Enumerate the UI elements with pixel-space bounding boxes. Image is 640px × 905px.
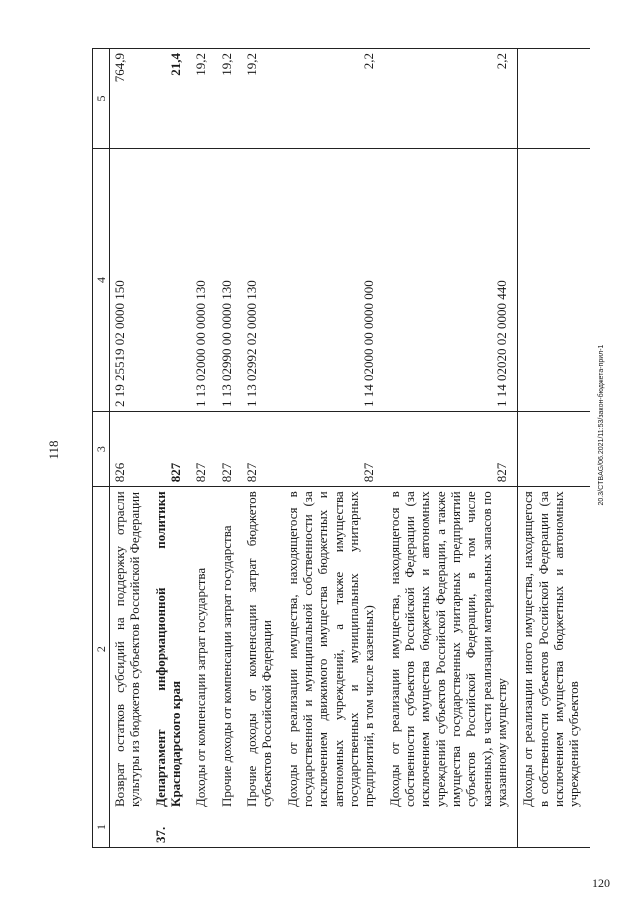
row-admin-code: 827: [283, 412, 385, 487]
row-amount: 19,2: [217, 49, 242, 149]
row-budget-code: 2 19 25519 02 0000 150: [110, 149, 151, 412]
table-row: [191, 49, 216, 848]
row-admin-code: 827: [217, 412, 242, 487]
row-name: Доходы от реализации иного имущества, находящегося в собственности субъектов Российской Федерации (за исключением имущества бюджетных и автономных учреждений субъектов: [518, 487, 590, 811]
row-admin-code: 827: [191, 412, 216, 487]
row-amount: 21,4: [151, 49, 192, 149]
table-row: [110, 49, 151, 848]
row-budget-code: 1 13 02990 00 0000 130: [217, 149, 242, 412]
table-row: [242, 49, 283, 848]
row-admin-code: 827: [151, 412, 192, 487]
row-name: Доходы от компенсации затрат государства: [191, 487, 216, 811]
row-budget-code: 1 14 02000 00 0000 000: [283, 149, 385, 412]
row-amount: 2,2: [385, 49, 518, 149]
table-row: [385, 49, 518, 848]
row-name: Прочие доходы от компенсации затрат бюджетов субъектов Российской Федерации: [242, 487, 283, 811]
row-number: [191, 811, 216, 848]
header-col-5: 5: [93, 49, 110, 149]
row-number: 37.: [151, 811, 192, 848]
revenue-table: [92, 48, 590, 848]
page-number-top: 118: [46, 440, 61, 460]
row-number: [110, 811, 151, 848]
table-row: [283, 49, 385, 848]
row-number: [283, 811, 385, 848]
row-number: [518, 811, 590, 848]
table-row: [151, 49, 192, 848]
row-name: Доходы от реализации имущества, находящегося в государственной и муниципальной собственности (за исключением движимого имущества бюджетных и автономных учреждений, а также имущества государственных и муниципальных унитарных предприятий, в том числе казенных): [283, 487, 385, 811]
row-name: Департамент информационной политики Краснодарского края: [151, 487, 192, 811]
row-amount: 764,9: [110, 49, 151, 149]
table-row: [217, 49, 242, 848]
table-row: [518, 49, 590, 848]
row-budget-code: [151, 149, 192, 412]
row-budget-code: 1 14 02020 02 0000 440: [385, 149, 518, 412]
row-number: [385, 811, 518, 848]
header-col-1: 1: [93, 811, 110, 848]
row-amount: 2,2: [283, 49, 385, 149]
row-amount: 19,2: [191, 49, 216, 149]
row-name: Прочие доходы от компенсации затрат государства: [217, 487, 242, 811]
header-col-3: 3: [93, 412, 110, 487]
footer-file-reference: 20.3/CTBAG/06.2021/11:53/закон-бюджета-прил-1: [598, 344, 605, 506]
row-amount: 19,2: [242, 49, 283, 149]
header-col-2: 2: [93, 487, 110, 811]
row-budget-code: 1 13 02992 02 0000 130: [242, 149, 283, 412]
row-admin-code: [518, 412, 590, 487]
rotated-table-wrapper: [92, 48, 582, 848]
row-admin-code: 827: [242, 412, 283, 487]
row-number: [217, 811, 242, 848]
page-number-bottom: 120: [592, 876, 610, 890]
row-admin-code: 827: [385, 412, 518, 487]
row-name: Возврат остатков субсидий на поддержку отрасли культуры из бюджетов субъектов Российской Федерации: [110, 487, 151, 811]
row-budget-code: 1 13 02000 00 0000 130: [191, 149, 216, 412]
row-name: Доходы от реализации имущества, находящегося в собственности субъектов Российской Федерации (за исключением имущества бюджетных и автономных учреждений субъектов Российской Федерации, а также имущества государственных унитарных предприятий субъектов Российской Федерации, в том числе казенных), в части реализации материальных запасов по указанному имуществу: [385, 487, 518, 811]
row-budget-code: [518, 149, 590, 412]
row-admin-code: 826: [110, 412, 151, 487]
table-header-row: [93, 49, 110, 848]
row-amount: [518, 49, 590, 149]
row-number: [242, 811, 283, 848]
header-col-4: 4: [93, 149, 110, 412]
